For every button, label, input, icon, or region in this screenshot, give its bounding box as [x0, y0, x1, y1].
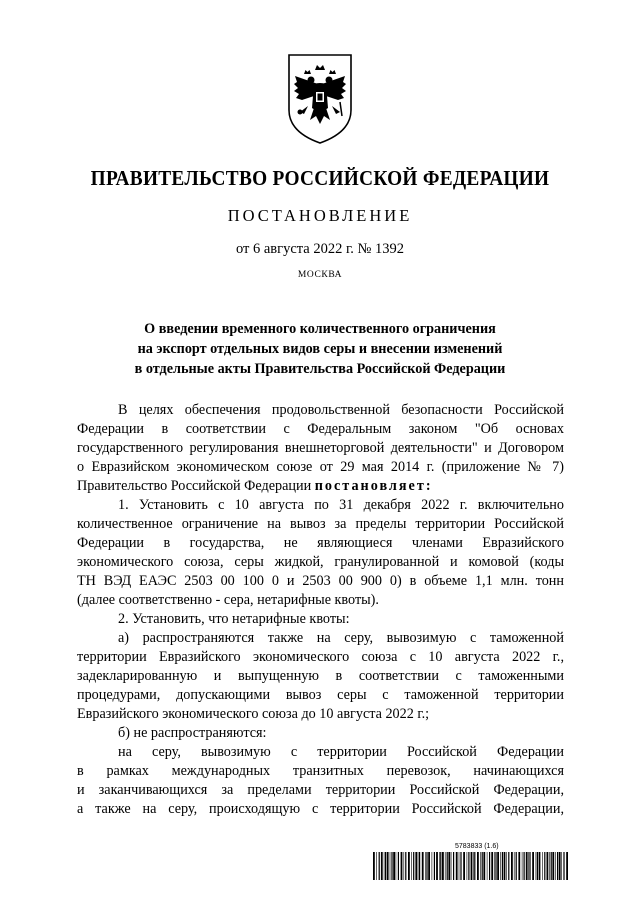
body-line	[77, 477, 564, 496]
body-line: задекларированную и выпущенную в соответствии с таможенными	[77, 668, 564, 684]
document-type: ПОСТАНОВЛЕНИЕ	[227, 206, 413, 225]
state-emblem	[286, 52, 354, 146]
body-line: 2. Установить, что нетарифные квоты:	[118, 611, 350, 627]
body-line: Евразийского экономического союза до 10 августа 2022 г.;	[77, 706, 430, 722]
body-line: Федерации в государства, не являющиеся членами Евразийского	[77, 535, 564, 551]
body-line: б) не распространяются:	[118, 725, 267, 741]
body-line-text: Правительство Российской Федерации	[77, 478, 312, 494]
body-line: (далее соответственно - сера, нетарифные квоты).	[77, 592, 379, 608]
barcode	[373, 852, 569, 880]
body-line: экономического союза, серы жидкой, гранулированной и комовой (коды	[77, 554, 564, 570]
body-line: о Евразийском экономическом союзе от 29 мая 2014 г. (приложение № 7)	[77, 459, 564, 475]
subject-line: на экспорт отдельных видов серы и внесении изменений	[137, 341, 503, 357]
body-line: В целях обеспечения продовольственной безопасности Российской	[118, 402, 564, 418]
body-line: территории Евразийского экономического союза с 10 августа 2022 г.,	[77, 649, 564, 665]
body-line: а также на серу, происходящую с территории Российской Федерации,	[77, 801, 564, 817]
decree-subject	[100, 319, 540, 379]
date-and-number: от 6 августа 2022 г. № 1392	[235, 241, 405, 257]
subject-line: О введении временного количественного ограничения	[144, 321, 496, 337]
body-line: и заканчивающихся за пределами территории Российской Федерации,	[77, 782, 564, 798]
body-line: на серу, вывозимую с территории Российской Федерации	[118, 744, 564, 760]
body-line: 1. Установить с 10 августа по 31 декабря 2022 г. включительно	[118, 497, 564, 513]
body-line: в рамках международных транзитных перевозок, начинающихся	[77, 763, 564, 779]
body-line: количественное ограничение на вывоз за пределы территории Российской	[77, 516, 564, 532]
city-name: МОСКВА	[297, 270, 343, 280]
body-line: Федерации в соответствии с Федеральным законом "Об основах	[77, 421, 564, 437]
resolves-keyword: постановляет:	[314, 478, 433, 494]
barcode-number: 5783833 (1.6)	[455, 843, 499, 850]
body-line: процедурами, допускающими вывоз серы с таможенной территории	[77, 687, 564, 703]
body-line: ТН ВЭД ЕАЭС 2503 00 100 0 и 2503 00 900 0) в объеме 1,1 млн. тонн	[77, 573, 564, 589]
government-title: ПРАВИТЕЛЬСТВО РОССИЙСКОЙ ФЕДЕРАЦИИ	[90, 166, 550, 190]
body-line: государственного регулирования внешнеторговой деятельности" и Договором	[77, 440, 564, 456]
body-line: а) распространяются также на серу, вывозимую с таможенной	[118, 630, 564, 646]
subject-line: в отдельные акты Правительства Российской Федерации	[134, 361, 506, 377]
decree-body	[77, 401, 564, 819]
